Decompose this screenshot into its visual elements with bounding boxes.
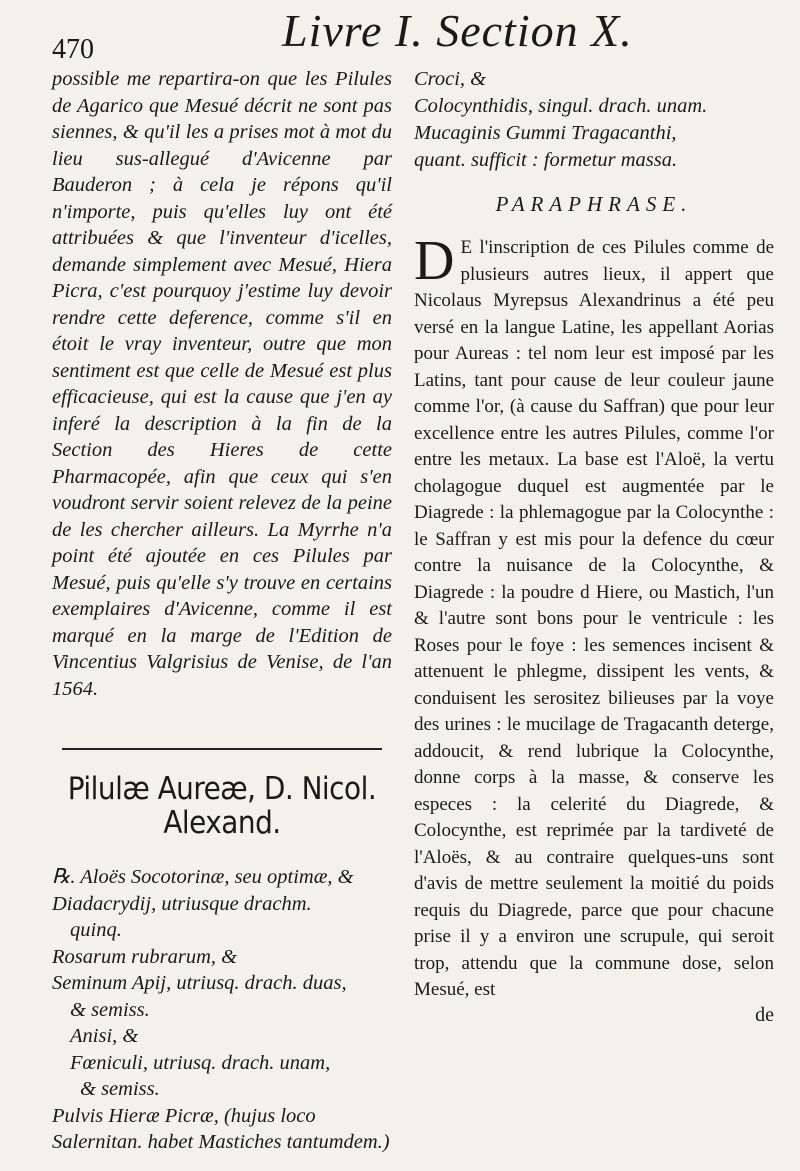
running-head: Livre I. Section X. [282, 5, 633, 56]
paraphrase-text: E l'inscription de ces Pilules comme de plusieurs autres lieux, il appert que Nicolaus Myrepsus Alexandrinus a été peu versé en la langue Latine, les appellant Aorias pour Aureas : tel nom leur est imposé par les Latins, tant pour cause de leur couleur jaune comme l'or, (à cause du Saffran) que pour leur excellence entre les autres Pilules, comme l'or entre les metaux. La base est l'Aloë, la vertu cholagogue duquel est augmentée par le Diagrede : la phlemagogue par la Colocynthe : le Saffran y est mis pour la defence du cœur contre la nuisance de la Colocynthe, & Diagrede : la poudre d Hiere, ou Mastich, l'un & l'autre sont bons pour le ventricule : les Roses pour le foye : les semences incisent & attenuent le phlegme, dissipent les vents, & conduisent les serositez bilieuses par la voye des urines : le mucilage de Tragacanth deterge, addoucit, & rend lubrique la Colocynthe, donne corps à la masse, & conserve les especes : la celerité du Diagrede, & Colocynthe, est reprimée par la tardiveté de l'Aloës, & au contraire quelques-uns sont d'avis de mettre seulement la moitié du poids requis du Diagrede, parce que pour chacune prise il y a environ une scrupule, qui seroit trop, attendu que la commune dose, selon Mesué, est [414, 237, 774, 1000]
recipe-line: ℞. Aloës Socotorinæ, seu optimæ, & [52, 866, 354, 888]
recipe-continuation-line: Mucaginis Gummi Tragacanthi, [414, 122, 677, 144]
recipe-line: Diadacrydij, utriusque drachm. [52, 892, 312, 915]
recipe-continuation-line: quant. sufficit : formetur massa. [414, 149, 678, 171]
recipe-continuation-line: Croci, & [414, 68, 487, 90]
left-paragraph: possible me repartira-on que les Pilules de Agarico que Mesué décrit ne sont pas siennes, & qu'il les a prises mot à mot du lieu sus-allegué d'Avicenne par Bauderon ; à cela je répons qu'il n'importe, puis qu'elles luy ont été attribuées & que l'inventeur d'icelles, demande simplement avec Mesué, Hiera Picra, c'est pourquoy j'estime luy devoir rendre cette deference, comme s'il en étoit le vray inventeur, outre que mon sentiment est que celle de Mesué est plus efficacieuse, qui est la cause que j'en ay inferé la description à la fin de la Section des Hieres de cette Pharmacopée, afin que ceux qui s'en voudront servir soient relevez de la peine de les chercher ailleurs. La Myrrhe n'a point été ajoutée en ces Pilules par Mesué, puis qu'elle s'y trouve en certains exemplaires d'Avicenne, comme il est marqué en la marge de l'Edition de Vincentius Valgrisius de Venise, de l'an 1564. [52, 68, 392, 700]
recipe-line: & semiss. [70, 998, 150, 1021]
paraphrase-heading: PARAPHRASE. [495, 192, 693, 216]
recipe-title: Pilulæ Aureæ, D. Nicol. Alexand. [67, 771, 377, 841]
catchword: de [755, 1003, 774, 1026]
drop-cap: D [414, 230, 455, 292]
recipe-line: & semiss. [80, 1078, 160, 1100]
paraphrase-paragraph [414, 230, 774, 1004]
right-column [414, 66, 774, 1027]
recipe-line: Seminum Apij, utriusq. drach. duas, [52, 972, 347, 994]
left-column [52, 66, 392, 1156]
recipe-line: Pulvis Hieræ Picræ, (hujus loco Salernitan. habet Mastiches tantumdem.) [52, 1104, 390, 1153]
recipe-list [52, 864, 392, 1156]
section-divider [62, 748, 382, 750]
recipe-line: Rosarum rubrarum, & [52, 945, 238, 968]
recipe-continuation-line: Colocynthidis, singul. drach. unam. [414, 95, 708, 117]
recipe-continuation [414, 66, 774, 174]
page-number: 470 [52, 34, 94, 65]
recipe-line: quinq. [70, 919, 122, 941]
recipe-line: Fœniculi, utriusq. drach. unam, [70, 1051, 331, 1074]
recipe-line: Anisi, & [70, 1025, 139, 1047]
page-header [52, 4, 760, 65]
